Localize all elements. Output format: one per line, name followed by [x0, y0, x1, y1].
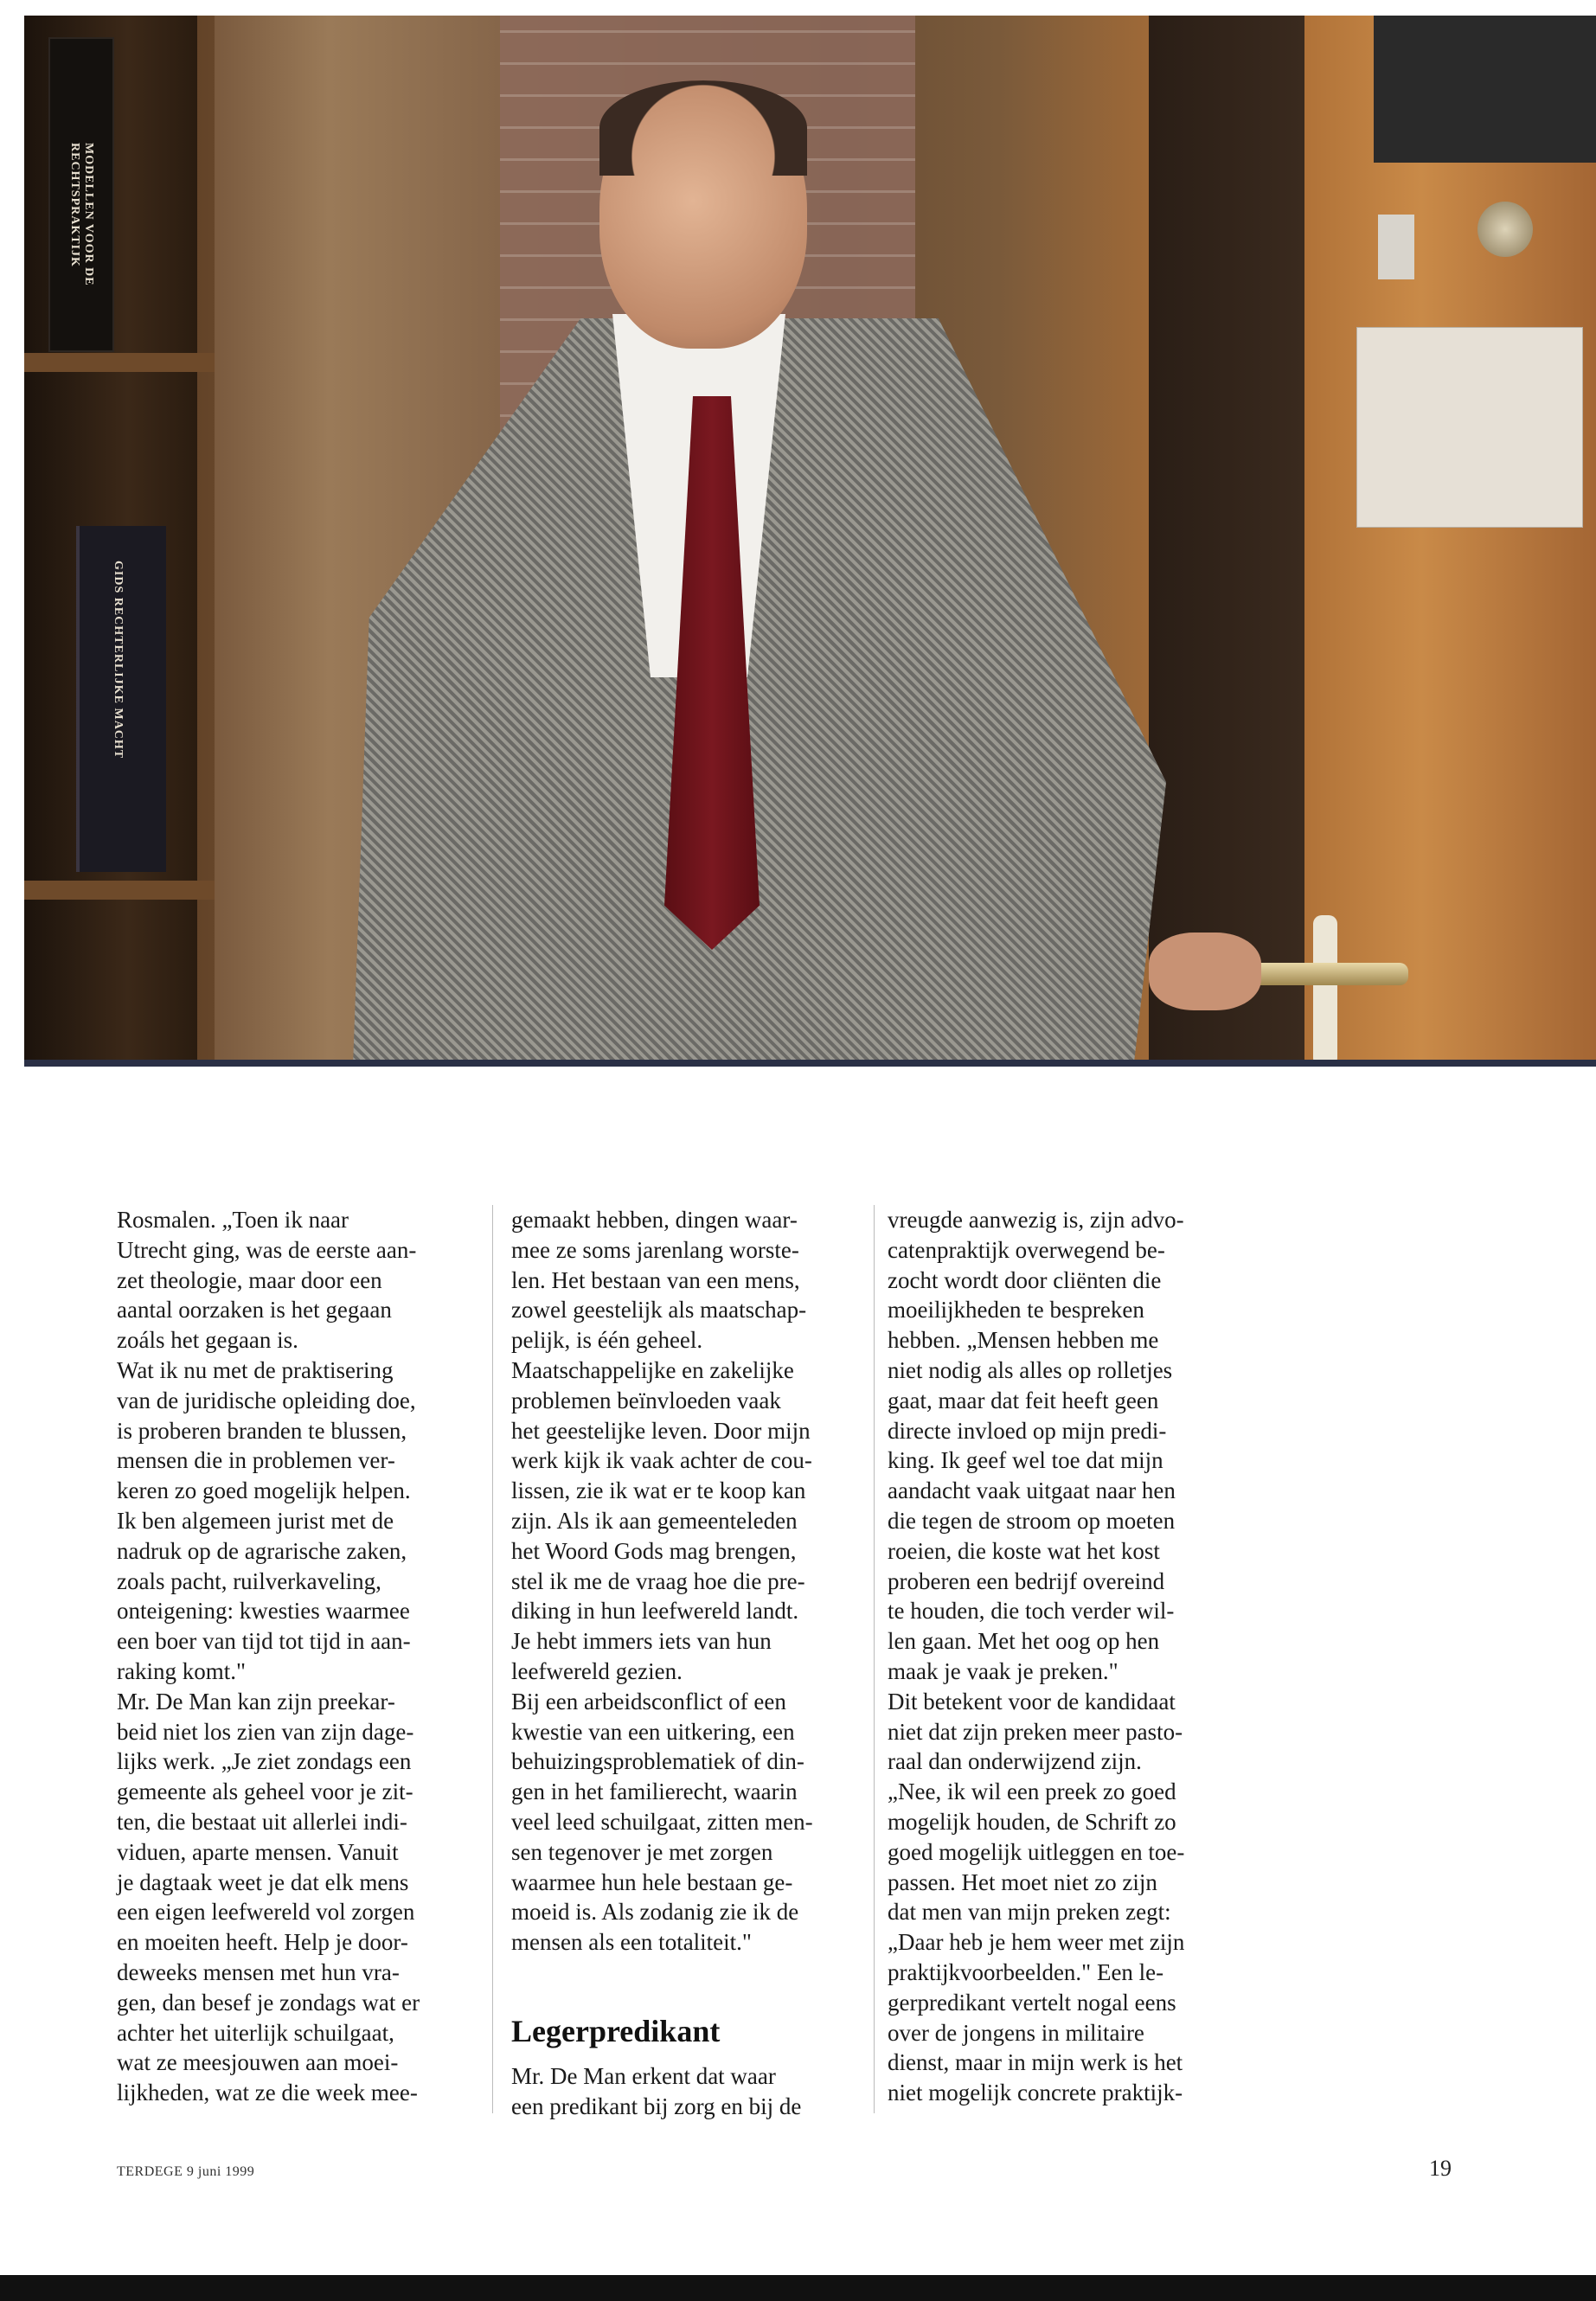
- book-spine-title: GIDS RECHTERLIJKE MACHT: [112, 561, 125, 760]
- doorway: [1149, 16, 1304, 1067]
- article-column-2-continued: Mr. De Man erkent dat waar een predikant bij zorg en bij de: [511, 2063, 802, 2119]
- column-divider: [874, 1205, 875, 2113]
- section-heading: Legerpredikant: [511, 2014, 721, 2048]
- photo-border: [24, 1060, 1596, 1067]
- column-divider: [492, 1205, 493, 2113]
- shelf: [24, 881, 215, 900]
- publication-footer: TERDEGE 9 juni 1999: [117, 2164, 255, 2179]
- man-hand: [1149, 933, 1261, 1010]
- wooden-door: [1304, 16, 1596, 1067]
- article-column-2: gemaakt hebben, dingen waar- mee ze soms jarenlang worste- len. Het bestaan van een mens, zowel geestelijk als maatschap- pelijk, is één geheel. Maatschappelijke en zakelijke problemen beïnvloeden vaak het geestelijke leven. Door mijn werk kijk ik vaak achter de cou- lissen, zie ik wat er te koop kan zijn. Als ik aan gemeenteleden het Woord Gods mag brengen, stel ik me de vraag hoe die pre- diking in hun leefwereld landt. Je hebt immers iets van hun leefwereld gezien. Bij een arbeidsconflict of een kwestie van een uitkering, een behuizingsproblematiek of din- gen in het familierecht, waarin veel leed schuilgaat, zitten men- sen tegenover je met zorgen waarmee hun hele bestaan ge- moeid is. Als zodanig zie ik de mensen als een totaliteit.": [511, 1207, 813, 1956]
- child-drawing: [1356, 327, 1583, 528]
- article-column-3: vreugde aanwezig is, zijn advo- catenpraktijk overwegend be- zocht wordt door cliënten die moeilijkheden te bespreken hebben. „Mensen hebben me niet nodig als alles op rolletjes gaat, maar dat feit heeft geen directe invloed op mijn predi- king. Ik geef wel toe dat mijn aandacht vaak uitgaat naar hen die tegen de stroom op moeten roeien, die koste wat het kost proberen een bedrijf overeind te houden, die toch verder wil- len gaan. Met het oog op hen maak je vaak je preken." Dit betekent voor de kandidaat niet dat zijn preken meer pasto- raal dan onderwijzend zijn. „Nee, ik wil een preek zo goed mogelijk houden, de Schrift zo goed mogelijk uitleggen en toe- passen. Het moet niet zo zijn dat men van mijn preken zegt: „Daar heb je hem weer met zijn praktijkvoorbeelden." Een le- gerpredikant vertelt nogal eens over de jongens in militaire dienst, maar in mijn werk is het niet mogelijk concrete praktijk-: [888, 1207, 1185, 2106]
- book-spine: [48, 37, 114, 352]
- shelf: [24, 353, 215, 372]
- man-hair: [599, 80, 807, 176]
- door-plate: [1313, 915, 1337, 1067]
- book-spine-title: MODELLEN VOOR DE RECHTSPRAKTIJK: [68, 143, 95, 286]
- page-number: 19: [1429, 2156, 1452, 2181]
- book-spine: [76, 526, 166, 872]
- scan-edge: [0, 2275, 1596, 2301]
- sticker: [1378, 215, 1414, 279]
- article-column-1: Rosmalen. „Toen ik naar Utrecht ging, was de eerste aan- zet theologie, maar door een aantal oorzaken is het gegaan zoáls het gegaan is. Wat ik nu met de praktisering van de juridische opleiding doe, is proberen branden te blussen, mensen die in problemen ver- keren zo goed mogelijk helpen. Ik ben algemeen jurist met de nadruk op de agrarische zaken, zoals pacht, ruilverkaveling, onteigening: kwesties waarmee een boer van tijd tot tijd in aan- raking komt." Mr. De Man kan zijn preekar- beid niet los zien van zijn dage- lijks werk. „Je ziet zondags een gemeente als geheel voor je zit- ten, die bestaat uit allerlei indi- viduen, aparte mensen. Vanuit je dagtaak weet je dat elk mens een eigen leefwereld vol zorgen en moeiten heeft. Help je door- deweeks mensen met hun vra- gen, dan besef je zondags wat er achter het uiterlijk schuilgaat, wat ze meesjouwen aan moei- lijkheden, wat ze die week mee-: [117, 1207, 420, 2106]
- door-knob: [1477, 202, 1533, 257]
- poster: [1374, 16, 1596, 163]
- article-photo: [24, 16, 1596, 1067]
